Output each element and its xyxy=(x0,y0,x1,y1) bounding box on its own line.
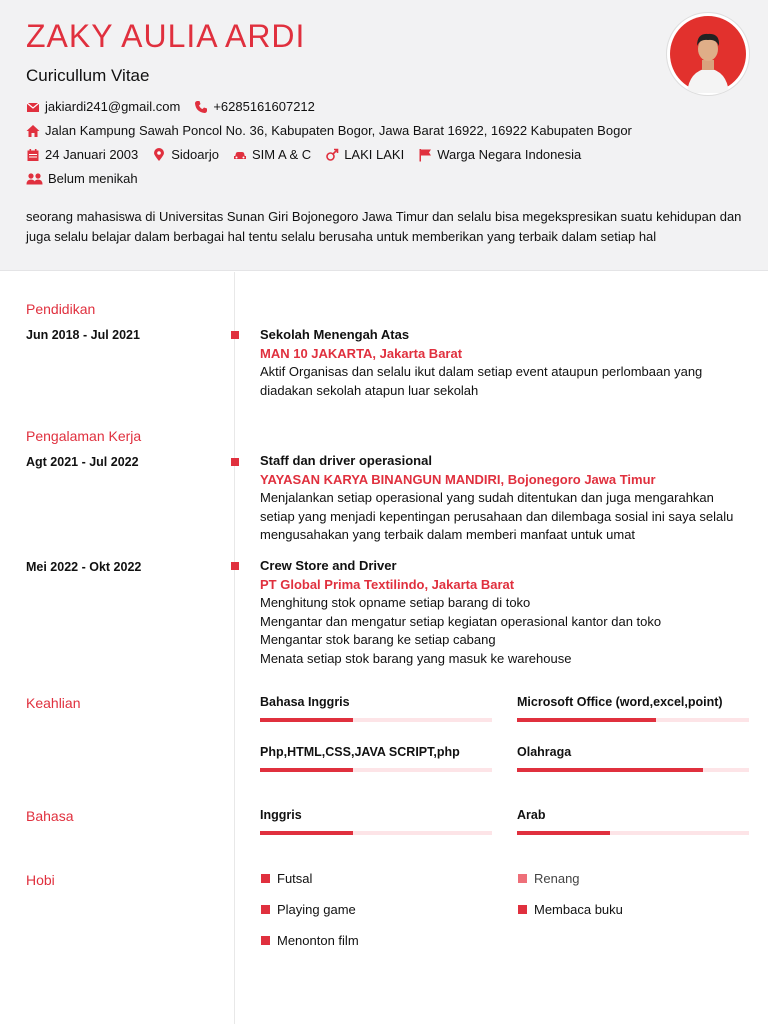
entry-description-line: Mengantar stok barang ke setiap cabang xyxy=(260,632,496,647)
skill-bar xyxy=(517,768,749,772)
hobby-label: Menonton film xyxy=(277,933,359,948)
profile-photo xyxy=(667,13,749,95)
birth-date-text: 24 Januari 2003 xyxy=(45,147,139,162)
skills-heading: Keahlian xyxy=(26,695,81,711)
document-subtitle: Curicullum Vitae xyxy=(26,66,150,85)
entry-description-line: Menghitung stok opname setiap barang di toko xyxy=(260,595,531,610)
skill-bar-fill xyxy=(517,768,703,772)
skill-label: Php,HTML,CSS,JAVA SCRIPT,php xyxy=(260,745,460,759)
skill-bar xyxy=(517,718,749,722)
bullet-square xyxy=(518,905,527,914)
flag-icon xyxy=(418,148,432,162)
skill-bar-fill xyxy=(260,768,353,772)
entry-role: Staff dan driver operasional xyxy=(260,453,432,468)
bullet-square xyxy=(261,936,270,945)
location-pin-icon xyxy=(152,148,166,162)
skill-bar-fill xyxy=(517,718,656,722)
timeline-marker xyxy=(231,331,239,339)
hobby-label: Renang xyxy=(534,871,580,886)
experience-entry xyxy=(260,452,750,545)
hobby-label: Membaca buku xyxy=(534,902,623,917)
gender-icon xyxy=(325,148,339,162)
person-name: ZAKY AULIA ARDI xyxy=(26,18,306,54)
timeline-marker xyxy=(231,458,239,466)
about-summary: seorang mahasiswa di Universitas Sunan Giri Bojonegoro Jawa Timur dan selalu bisa megekspresikan suatu kehidupan dan juga selalu belajar dalam berbagai hal tentu selalu berusaha untuk memberikan yang terbaik dalam setiap hal xyxy=(26,209,742,244)
experience-date: Agt 2021 - Jul 2022 xyxy=(26,455,139,469)
birth-place-text: Sidoarjo xyxy=(171,147,219,162)
experience-entry xyxy=(260,557,750,668)
marital-text: Belum menikah xyxy=(48,171,138,186)
skill-bar xyxy=(260,768,492,772)
home-icon xyxy=(26,124,40,138)
hobby-item xyxy=(261,933,359,948)
education-entry xyxy=(260,326,750,400)
avatar xyxy=(667,13,749,95)
hobby-label: Futsal xyxy=(277,871,313,886)
entry-organization: YAYASAN KARYA BINANGUN MANDIRI, Bojonegoro Jawa Timur xyxy=(260,471,656,487)
bullet-square xyxy=(261,905,270,914)
entry-description-line: Menata setiap stok barang yang masuk ke warehouse xyxy=(260,650,572,666)
skill-label: Bahasa Inggris xyxy=(260,695,350,709)
education-heading: Pendidikan xyxy=(26,301,96,317)
phone-icon xyxy=(194,100,208,114)
language-bar xyxy=(517,831,749,835)
address-text: Jalan Kampung Sawah Poncol No. 36, Kabupaten Bogor, Jawa Barat 16922, 16922 Kabupaten Bogor xyxy=(45,123,632,138)
car-icon xyxy=(233,148,247,162)
calendar-icon xyxy=(26,148,40,162)
skill-bar xyxy=(260,718,492,722)
education-date: Jun 2018 - Jul 2021 xyxy=(26,328,140,342)
experience-heading: Pengalaman Kerja xyxy=(26,428,142,444)
gender-text: LAKI LAKI xyxy=(344,147,405,162)
birth-date-item xyxy=(26,147,138,162)
skill-item xyxy=(260,695,492,722)
language-label: Inggris xyxy=(260,808,302,822)
entry-organization: PT Global Prima Textilindo, Jakarta Barat xyxy=(260,576,515,592)
experience-date: Mei 2022 - Okt 2022 xyxy=(26,560,142,574)
hobby-item xyxy=(261,902,356,917)
entry-organization: MAN 10 JAKARTA, Jakarta Barat xyxy=(260,345,463,361)
language-bar-fill xyxy=(260,831,353,835)
license-text: SIM A & C xyxy=(251,147,312,162)
entry-role: Crew Store and Driver xyxy=(260,558,397,573)
timeline-marker xyxy=(231,562,239,570)
skill-bar-fill xyxy=(260,718,353,722)
hobbies-heading: Hobi xyxy=(26,872,55,888)
language-label: Arab xyxy=(517,808,546,822)
language-bar xyxy=(260,831,492,835)
hobby-label: Playing game xyxy=(277,902,356,917)
address-row xyxy=(26,123,646,138)
language-item xyxy=(517,808,749,835)
address-item xyxy=(26,123,632,138)
skill-item xyxy=(517,745,749,772)
bullet-square xyxy=(518,874,527,883)
gender-item xyxy=(325,147,404,162)
license-item xyxy=(233,147,311,162)
birth-place-item xyxy=(152,147,219,162)
envelope-icon xyxy=(26,100,40,114)
entry-description: Aktif Organisas dan selalu ikut dalam setiap event ataupun perlombaan yang diadakan sekolah atapun luar sekolah xyxy=(260,364,703,398)
skill-label: Olahraga xyxy=(517,745,572,759)
nationality-item xyxy=(418,147,581,162)
timeline-divider xyxy=(234,272,235,1024)
language-item xyxy=(260,808,492,835)
languages-heading: Bahasa xyxy=(26,808,74,824)
users-icon xyxy=(26,172,43,186)
skill-item xyxy=(517,695,749,722)
hobby-item xyxy=(518,902,623,917)
hobby-item xyxy=(261,871,312,886)
skill-label: Microsoft Office (word,excel,point) xyxy=(517,695,723,709)
language-bar-fill xyxy=(517,831,610,835)
phone-item[interactable] xyxy=(194,99,315,114)
hobby-item xyxy=(518,871,580,886)
email-text: jakiardi241@gmail.com xyxy=(45,99,181,114)
nationality-text: Warga Negara Indonesia xyxy=(437,147,582,162)
entry-description-line: Mengantar dan mengatur setiap kegiatan operasional kantor dan toko xyxy=(260,613,662,629)
skill-item xyxy=(260,745,492,772)
marital-row xyxy=(26,171,152,186)
bullet-square xyxy=(261,874,270,883)
contact-row xyxy=(26,99,329,114)
phone-text: +6285161607212 xyxy=(213,99,315,114)
email-item[interactable] xyxy=(26,99,180,114)
header-section xyxy=(0,0,768,271)
marital-item xyxy=(26,171,138,186)
entry-role: Sekolah Menengah Atas xyxy=(260,327,410,342)
personal-row xyxy=(26,147,595,162)
entry-description: Menjalankan setiap operasional yang sudah ditentukan dan juga mengarahkan setiap yang menjadi kepentingan perusahaan dan dilembaga sosial ini saya selalu mengusahakan yang terbaik dalam memberi manfaat untuk umat xyxy=(260,490,734,542)
